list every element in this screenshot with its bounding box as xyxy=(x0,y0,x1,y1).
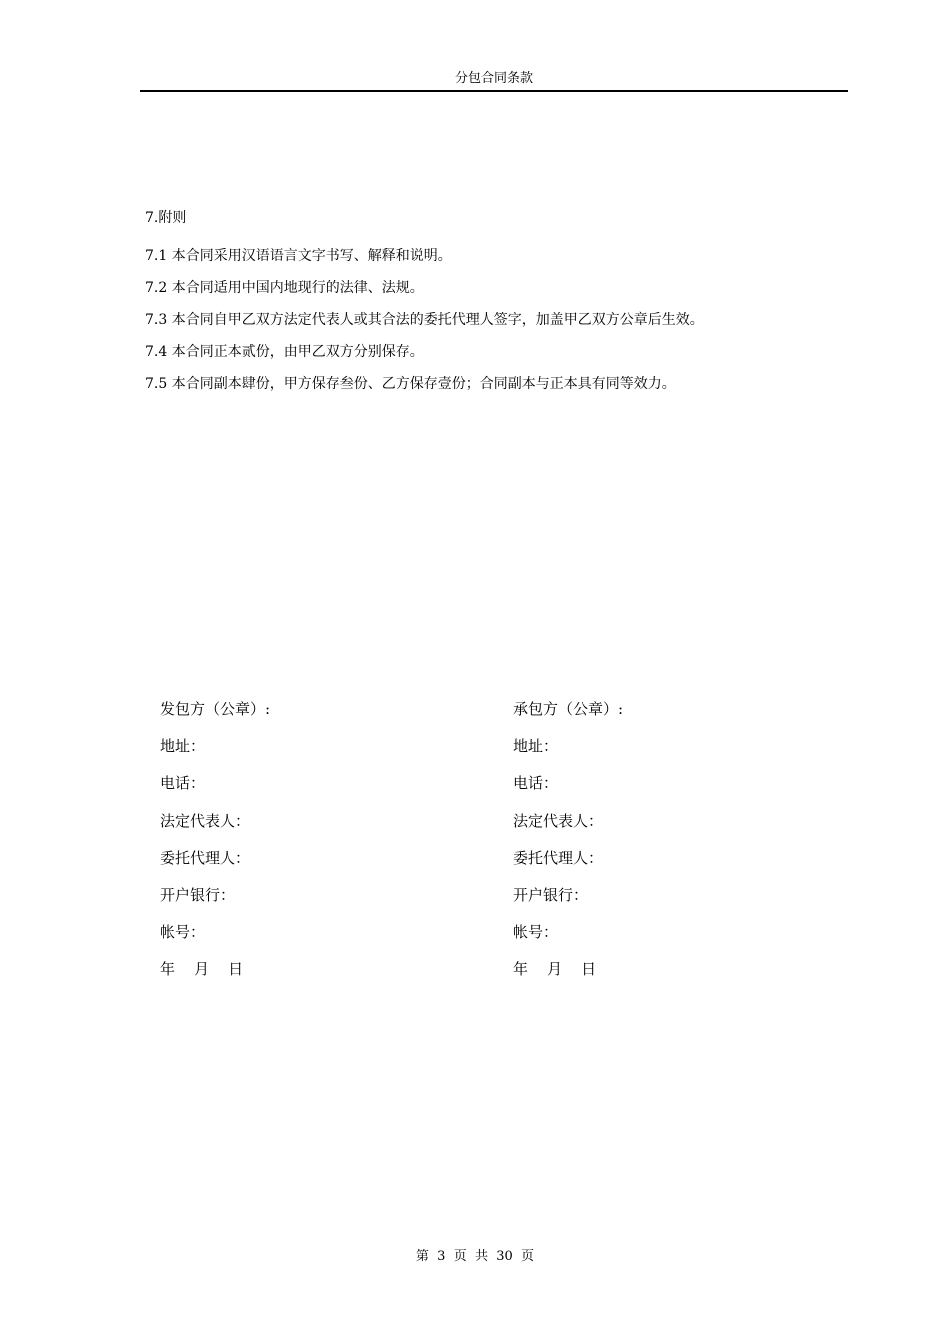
contractor-phone-label: 电话： xyxy=(160,774,206,793)
subcontractor-signature-block xyxy=(513,698,833,996)
clause-7-3: 7.3 本合同自甲乙双方法定代表人或其合法的委托代理人签字，加盖甲乙双方公章后生效。 xyxy=(145,312,704,328)
clause-7-4: 7.4 本合同正本贰份，由甲乙双方分别保存。 xyxy=(145,344,424,360)
page-header xyxy=(140,70,848,92)
clause-list xyxy=(145,246,845,406)
contractor-agent-label: 委托代理人： xyxy=(160,848,251,867)
subcontractor-party-label: 承包方（公章）: xyxy=(513,700,624,718)
contractor-account-label: 帐号： xyxy=(160,923,206,942)
subcontractor-account-label: 帐号： xyxy=(513,923,559,942)
contractor-legal-rep-label: 法定代表人： xyxy=(160,811,251,830)
header-title: 分包合同条款 xyxy=(454,71,533,86)
subcontractor-bank-label: 开户银行： xyxy=(513,885,589,904)
subcontractor-address-label: 地址： xyxy=(513,737,559,756)
clause-7-5: 7.5 本合同副本肆份，甲方保存叁份、乙方保存壹份；合同副本与正本具有同等效力。 xyxy=(145,376,676,392)
contractor-date-label: 年 月 日 xyxy=(160,960,244,979)
subcontractor-agent-label: 委托代理人： xyxy=(513,848,604,867)
contractor-signature-block xyxy=(160,698,480,996)
clause-7-2: 7.2 本合同适用中国内地现行的法律、法规。 xyxy=(145,280,424,296)
page-number: 第 3 页 共 30 页 xyxy=(415,1249,535,1264)
contractor-party-label: 发包方（公章）: xyxy=(160,700,271,718)
subcontractor-date-label: 年 月 日 xyxy=(513,960,597,979)
subcontractor-phone-label: 电话： xyxy=(513,774,559,793)
section-title: 7.附则 xyxy=(145,210,187,226)
contractor-address-label: 地址： xyxy=(160,737,206,756)
clause-7-1: 7.1 本合同采用汉语语言文字书写、解释和说明。 xyxy=(145,248,452,264)
contractor-bank-label: 开户银行： xyxy=(160,885,236,904)
subcontractor-legal-rep-label: 法定代表人： xyxy=(513,811,604,830)
